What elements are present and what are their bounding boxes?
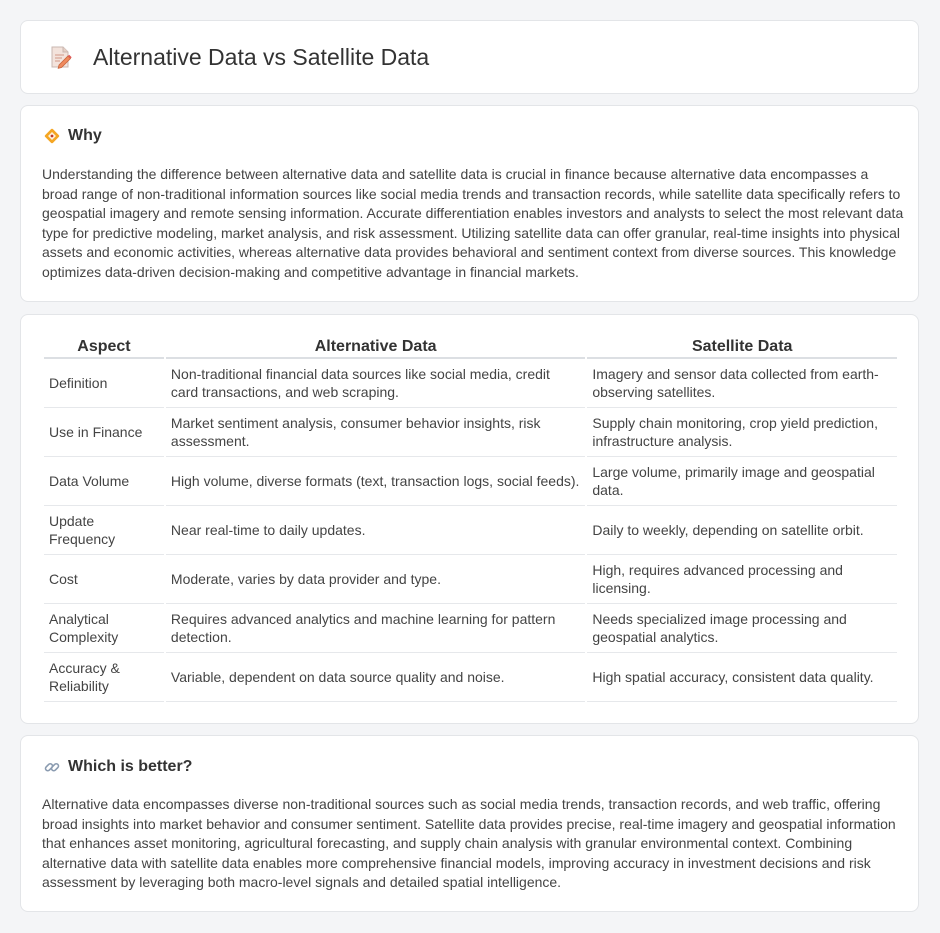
table-row <box>44 457 897 506</box>
aspect-cell: Cost <box>44 555 164 604</box>
header-aspect: Aspect <box>44 337 164 359</box>
satellite-cell: High, requires advanced processing and licensing. <box>587 555 897 604</box>
alternative-cell: Moderate, varies by data provider and type. <box>166 555 585 604</box>
better-title: Which is better? <box>68 758 193 775</box>
diamond-warning-icon <box>43 127 61 145</box>
document-pencil-icon <box>47 44 73 70</box>
aspect-cell: Definition <box>44 359 164 408</box>
why-title: Why <box>68 127 102 144</box>
satellite-cell: Imagery and sensor data collected from earth-observing satellites. <box>587 359 897 408</box>
table-row <box>44 555 897 604</box>
alternative-cell: Market sentiment analysis, consumer behavior insights, risk assessment. <box>166 408 585 457</box>
why-section <box>20 105 919 302</box>
aspect-cell: Accuracy & Reliability <box>44 653 164 702</box>
satellite-cell: Daily to weekly, depending on satellite orbit. <box>587 506 897 555</box>
aspect-cell: Update Frequency <box>44 506 164 555</box>
satellite-cell: Supply chain monitoring, crop yield prediction, infrastructure analysis. <box>587 408 897 457</box>
page-title: Alternative Data vs Satellite Data <box>93 43 430 70</box>
aspect-cell: Use in Finance <box>44 408 164 457</box>
which-is-better-section <box>20 735 919 912</box>
alternative-cell: Non-traditional financial data sources like social media, credit card transactions, and web scraping. <box>166 359 585 408</box>
satellite-cell: Large volume, primarily image and geospatial data. <box>587 457 897 506</box>
aspect-cell: Analytical Complexity <box>44 604 164 653</box>
header-alternative-data: Alternative Data <box>166 337 585 359</box>
alternative-cell: Variable, dependent on data source quality and noise. <box>166 653 585 702</box>
link-icon <box>43 758 61 776</box>
comparison-table <box>42 337 899 702</box>
alternative-cell: Near real-time to daily updates. <box>166 506 585 555</box>
why-paragraph: Understanding the difference between alternative data and satellite data is crucial in finance because alternative data encompasses a broad range of non-traditional information sources like social media trends and transaction records, while satellite data specifically refers to geospatial imagery and remote sensing information. Accurate differentiation enables investors and analysts to select the most relevant data type for predictive modeling, market analysis, and risk assessment. Utilizing satellite data can offer granular, real-time insights into physical assets and economic activities, whereas alternative data provides behavioral and sentiment context from diverse sources. This knowledge optimizes data-driven decision-making and competitive advantage in financial markets. <box>42 166 904 280</box>
satellite-cell: Needs specialized image processing and geospatial analytics. <box>587 604 897 653</box>
alternative-cell: Requires advanced analytics and machine learning for pattern detection. <box>166 604 585 653</box>
alternative-cell: High volume, diverse formats (text, transaction logs, social feeds). <box>166 457 585 506</box>
table-row <box>44 653 897 702</box>
table-row <box>44 506 897 555</box>
table-row <box>44 408 897 457</box>
better-heading <box>43 758 192 776</box>
table-header-row <box>44 337 897 359</box>
why-heading <box>43 127 102 145</box>
aspect-cell: Data Volume <box>44 457 164 506</box>
table-row <box>44 604 897 653</box>
comparison-section <box>20 314 919 724</box>
header-card <box>20 20 919 94</box>
header-satellite-data: Satellite Data <box>587 337 897 359</box>
table-row <box>44 359 897 408</box>
satellite-cell: High spatial accuracy, consistent data quality. <box>587 653 897 702</box>
better-paragraph: Alternative data encompasses diverse non-traditional sources such as social media trends, transaction records, and web traffic, offering broad insights into market behavior and consumer sentiment. Satellite data provides precise, real-time imagery and geospatial information that enhances asset monitoring, agricultural forecasting, and supply chain analysis with granular environmental context. Combining alternative data with satellite data enables more comprehensive financial models, improving accuracy in investment decisions and risk assessment by leveraging both macro-level signals and detailed spatial intelligence. <box>42 796 896 890</box>
